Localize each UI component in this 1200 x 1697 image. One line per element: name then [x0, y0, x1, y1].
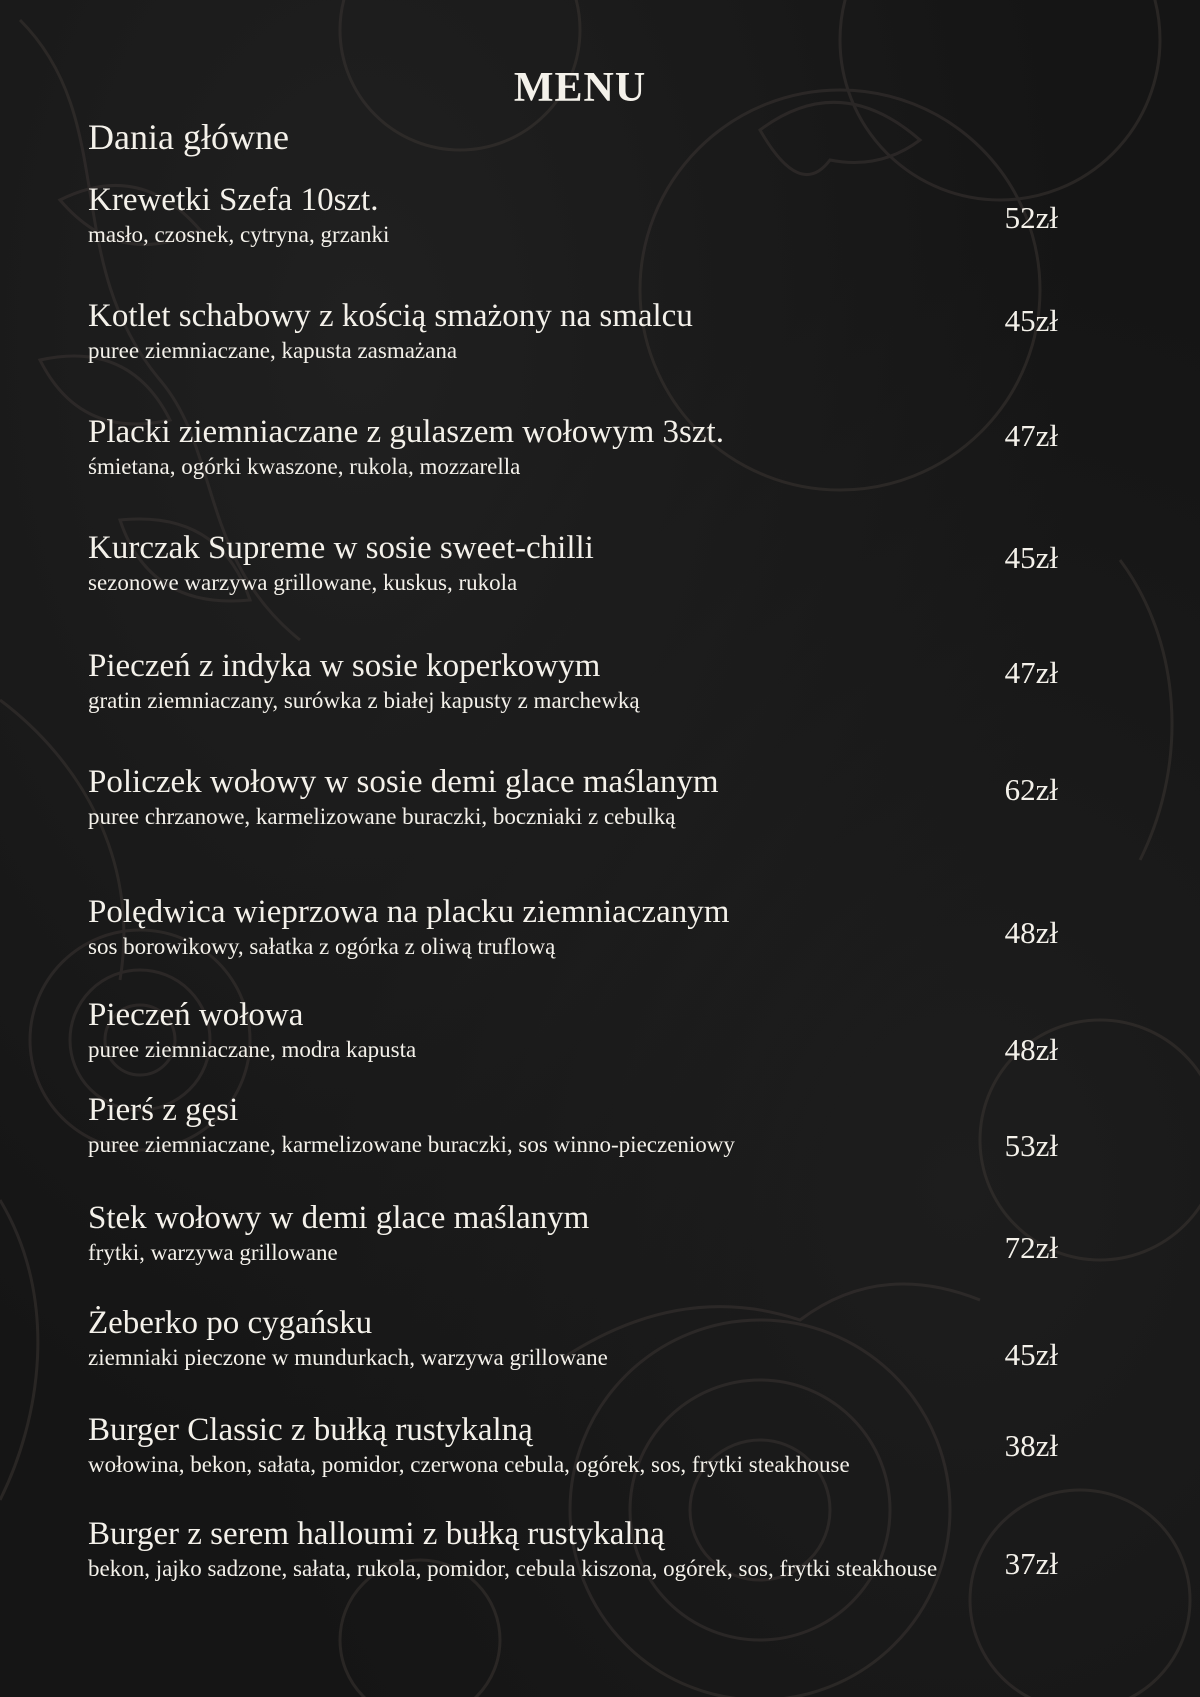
- menu-item-name: Polędwica wieprzowa na placku ziemniaczanym: [88, 894, 730, 930]
- menu-item-name: Burger z serem halloumi z bułką rustykalną: [88, 1516, 665, 1552]
- menu-item-description: ziemniaki pieczone w mundurkach, warzywa grillowane: [88, 1345, 608, 1370]
- menu-item-description: śmietana, ogórki kwaszone, rukola, mozzarella: [88, 454, 521, 479]
- menu-item-price: 48zł: [1004, 1032, 1058, 1067]
- menu-item-name: Żeberko po cygańsku: [88, 1305, 373, 1341]
- menu-item-price: 52zł: [1004, 200, 1058, 235]
- right-leaf-illustration: [1120, 560, 1172, 860]
- menu-item-name: Kurczak Supreme w sosie sweet-chilli: [88, 530, 594, 566]
- menu-item-description: gratin ziemniaczany, surówka z białej kapusty z marchewką: [88, 688, 640, 713]
- menu-item-price: 38zł: [1004, 1428, 1058, 1463]
- menu-item-name: Stek wołowy w demi glace maślanym: [88, 1200, 590, 1236]
- menu-item-description: masło, czosnek, cytryna, grzanki: [88, 222, 390, 247]
- menu-item-description: frytki, warzywa grillowane: [88, 1240, 338, 1265]
- section-title: Dania główne: [88, 117, 289, 157]
- menu-item-description: puree chrzanowe, karmelizowane buraczki, boczniaki z cebulką: [88, 804, 676, 829]
- menu-item-price: 45zł: [1004, 1337, 1058, 1372]
- menu-item-description: sos borowikowy, sałatka z ogórka z oliwą truflową: [88, 934, 556, 959]
- menu-item-description: sezonowe warzywa grillowane, kuskus, rukola: [88, 570, 518, 595]
- menu-item-name: Pieczeń z indyka w sosie koperkowym: [88, 648, 601, 684]
- menu-item-price: 37zł: [1004, 1546, 1058, 1581]
- menu-item-name: Placki ziemniaczane z gulaszem wołowym 3szt.: [88, 414, 724, 450]
- bottom-left-leaf-illustration: [0, 1200, 38, 1500]
- menu-item-price: 48zł: [1004, 915, 1058, 950]
- menu-item-price: 62zł: [1004, 772, 1058, 807]
- tomato-stem-illustration: [760, 102, 920, 174]
- menu-item-description: wołowina, bekon, sałata, pomidor, czerwona cebula, ogórek, sos, frytki steakhouse: [88, 1452, 850, 1477]
- menu-item-name: Pierś z gęsi: [88, 1092, 239, 1128]
- menu-item-price: 47zł: [1004, 655, 1058, 690]
- menu-item-description: puree ziemniaczane, karmelizowane buraczki, sos winno-pieczeniowy: [88, 1132, 735, 1157]
- menu-item-description: bekon, jajko sadzone, sałata, rukola, pomidor, cebula kiszona, ogórek, sos, frytki steakhouse: [88, 1556, 938, 1581]
- menu-item-price: 53zł: [1004, 1128, 1058, 1163]
- menu-item-price: 72zł: [1004, 1230, 1058, 1265]
- menu-item-name: Policzek wołowy w sosie demi glace maślanym: [88, 764, 719, 800]
- menu-item-name: Pieczeń wołowa: [88, 997, 304, 1033]
- menu-item-description: puree ziemniaczane, modra kapusta: [88, 1037, 417, 1062]
- menu-item-name: Kotlet schabowy z kością smażony na smalcu: [88, 298, 693, 334]
- menu-item-description: puree ziemniaczane, kapusta zasmażana: [88, 338, 458, 363]
- menu-item-name: Krewetki Szefa 10szt.: [88, 182, 379, 218]
- menu-item-name: Burger Classic z bułką rustykalną: [88, 1412, 533, 1448]
- menu-item-price: 45zł: [1004, 540, 1058, 575]
- menu-item-price: 45zł: [1004, 303, 1058, 338]
- menu-title: MENU: [513, 65, 647, 111]
- menu-item-price: 47zł: [1004, 418, 1058, 453]
